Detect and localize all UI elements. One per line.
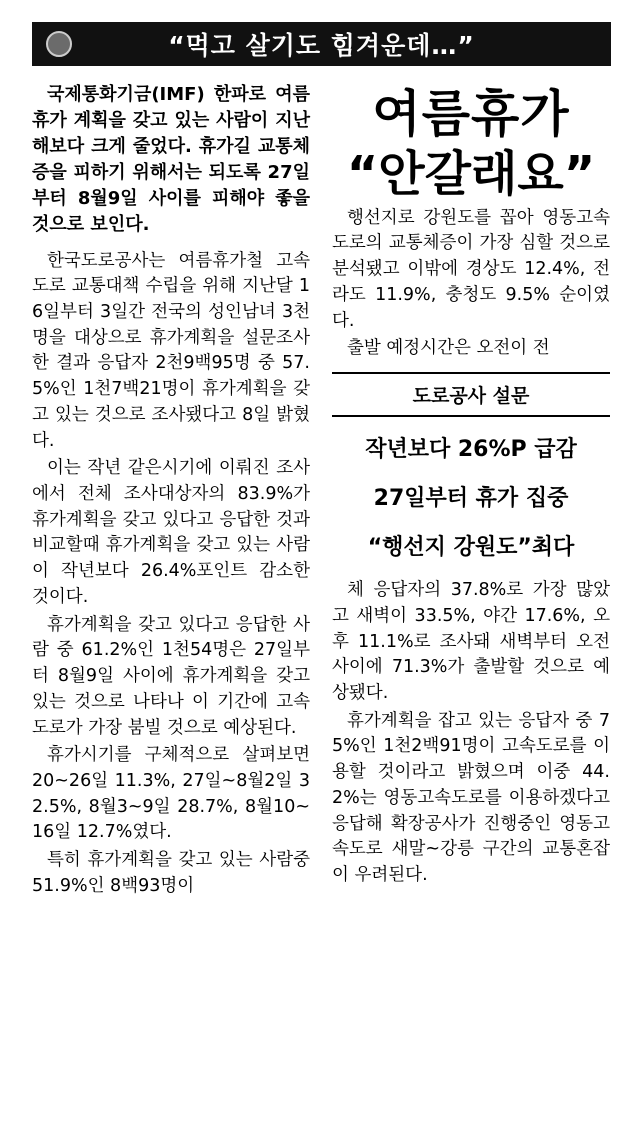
right-body-top — [332, 206, 610, 362]
left-paragraph-4: 휴가시기를 구체적으로 살펴보면 20~26일 11.3%, 27일~8월2일 32.5%, 8월3~9일 28.7%, 8월10~16일 12.7%였다. — [32, 745, 310, 843]
right-paragraph-2: 출발 예정시간은 오전이 전 — [347, 338, 550, 359]
lead-block — [32, 82, 310, 239]
survey-source-label: 도로공사 설문 — [412, 385, 530, 408]
subhead-3: “행선지 강원도”최다 — [367, 535, 575, 561]
left-paragraph-5: 특히 휴가계획을 갖고 있는 사람중 51.9%인 8백93명이 — [32, 850, 310, 896]
right-paragraph-1: 행선지로 강원도를 꼽아 영동고속도로의 교통체증이 가장 심할 것으로 분석됐고 이밖에 경상도 12.4%, 전라도 11.9%, 충청도 9.5% 순이였다. — [332, 207, 610, 331]
article-columns — [32, 82, 611, 902]
page-title — [332, 86, 610, 202]
banner — [32, 22, 611, 66]
divider-under-label — [332, 415, 610, 417]
left-column — [32, 82, 310, 902]
lead-paragraph: 국제통화기금(IMF) 한파로 여름휴가 계획을 갖고 있는 사람이 지난해보다 크게 줄었다. 휴가길 교통체증을 피하기 위해서는 되도록 27일부터 8월9일 사이를 피해야 좋을 것으로 보인다. — [32, 84, 310, 236]
right-paragraph-3: 체 응답자의 37.8%로 가장 많았고 새벽이 33.5%, 야간 17.6%, 오후 11.1%로 조사돼 새벽부터 오전 사이에 71.3%가 출발할 것으로 예상됐다. — [332, 580, 610, 703]
newspaper-page — [0, 22, 643, 1130]
circle-bullet-icon — [46, 31, 72, 57]
headline-line-2: “안갈래요” — [346, 146, 596, 202]
right-column — [332, 82, 610, 902]
right-body-bottom — [332, 578, 610, 889]
survey-subhead-box — [332, 372, 610, 570]
right-paragraph-4: 휴가계획을 잡고 있는 응답자 중 75%인 1천2백91명이 고속도로를 이용할 것이라고 밝혔으며 이중 44.2%는 영동고속도로를 이용하겠다고 응답해 확장공사가 진행중인 영동고속도로 새말~강릉 구간의 교통혼잡이 우려된다. — [332, 710, 610, 885]
headline-line-1: 여름휴가 — [372, 85, 570, 143]
banner-title: “먹고 살기도 힘겨운데…” — [168, 31, 475, 60]
divider-top — [332, 372, 610, 374]
left-paragraph-1: 한국도로공사는 여름휴가철 고속도로 교통대책 수립을 위해 지난달 16일부터 3일간 전국의 성인남녀 3천명을 대상으로 휴가계획을 설문조사한 결과 응답자 2천9백95명 중 57.5%인 1천7백21명이 휴가계획을 갖고 있는 것으로 조사됐다고 8일 밝혔다. — [32, 250, 310, 451]
left-paragraph-3: 휴가계획을 갖고 있다고 응답한 사람 중 61.2%인 1천54명은 27일부터 8월9일 사이에 휴가계획을 갖고 있는 것으로 나타나 이 기간에 고속도로가 가장 붐빌 것으로 예상된다. — [32, 614, 310, 738]
subhead-2: 27일부터 휴가 집중 — [373, 486, 569, 512]
left-paragraph-2: 이는 작년 같은시기에 이뤄진 조사에서 전체 조사대상자의 83.9%가 휴가계획을 갖고 있다고 응답한 것과 비교할때 휴가계획을 갖고 있는 사람이 작년보다 26.4%포인트 감소한 것이다. — [32, 458, 310, 607]
subhead-1: 작년보다 26%P 급감 — [365, 437, 577, 463]
